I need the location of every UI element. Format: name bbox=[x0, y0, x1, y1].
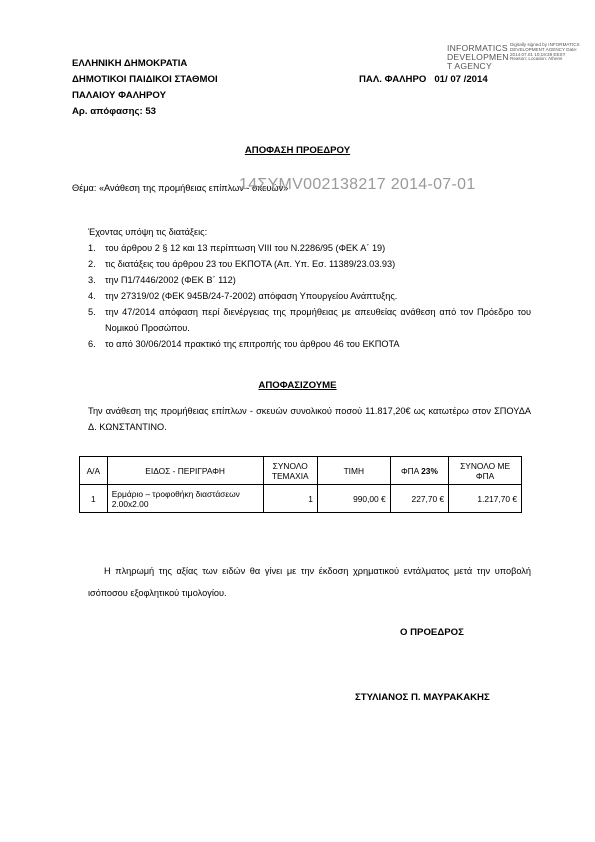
considering-intro: Έχοντας υπόψη τις διατάξεις: bbox=[88, 227, 208, 237]
column-header-total: ΣΥΝΟΛΟ ΜΕ ΦΠΑ bbox=[449, 457, 522, 485]
column-header-aa: Α/Α bbox=[80, 457, 108, 485]
digital-signature-details: Digitally signed by INFORMATICS DEVELOPMENT AGENCY Date: 2014.07.01 10:19:38 EEST Reason: Location: Athens bbox=[510, 42, 580, 62]
column-header-description: ΕΙΔΟΣ - ΠΕΡΙΓΡΑΦΗ bbox=[107, 457, 263, 485]
list-item: 6. το από 30/06/2014 πρακτικό της επιτροπής του άρθρου 46 του ΕΚΠΟΤΑ bbox=[88, 339, 400, 349]
table-row bbox=[80, 485, 522, 513]
list-item: 1. του άρθρου 2 § 12 και 13 περίπτωση VIII του Ν.2286/95 (ΦΕΚ Α΄ 19) bbox=[88, 243, 386, 253]
signer-name: ΣΤΥΛΙΑΝΟΣ Π. ΜΑΥΡΑΚΑΚΗΣ bbox=[355, 692, 490, 703]
decision-text: Την ανάθεση της προμήθειας επίπλων - σκευών συνολικού ποσού 11.817,20€ ως κατωτέρω στον ΣΠΟΥΔΑ Δ. ΚΩΝΣΤΑΝΤΙΝΟ. bbox=[88, 406, 531, 432]
list-item: 5. την 47/2014 απόφαση περί διενέργειας της προμήθειας με απευθείας ανάθεση από τον Πρόεδρο του Νομικού Προσώπου. bbox=[88, 307, 531, 333]
list-item: 2. τις διατάξεις του άρθρου 23 του ΕΚΠΟΤΑ (Απ. Υπ. Εσ. 11389/23.03.93) bbox=[88, 259, 396, 269]
cell-description: Ερμάριο – τροφοθήκη διαστάσεων 2.00x2.00 bbox=[107, 485, 263, 513]
cell-aa: 1 bbox=[80, 485, 108, 513]
cell-quantity: 1 bbox=[263, 485, 317, 513]
column-header-vat: ΦΠΑ 23% bbox=[390, 457, 448, 485]
column-header-quantity: ΣΥΝΟΛΟ ΤΕΜΑΧΙΑ bbox=[263, 457, 317, 485]
provisions-list bbox=[88, 240, 531, 352]
cell-total: 1.217,70 € bbox=[449, 485, 522, 513]
place-date: ΠΑΛ. ΦΑΛΗΡΟ 01/ 07 /2014 bbox=[359, 74, 488, 85]
document-title: ΑΠΟΦΑΣΗ ΠΡΟΕΔΡΟΥ bbox=[244, 145, 351, 156]
decide-heading: ΑΠΟΦΑΣΙΖΟΥΜΕ bbox=[258, 380, 337, 391]
organization-header bbox=[72, 56, 272, 120]
header-line-3: ΠΑΛΑΙΟΥ ΦΑΛΗΡΟΥ bbox=[72, 90, 166, 101]
cell-price: 990,00 € bbox=[317, 485, 390, 513]
signer-title: Ο ΠΡΟΕΔΡΟΣ bbox=[400, 627, 464, 638]
list-item: 4. την 27319/02 (ΦΕΚ 945Β/24-7-2002) απόφαση Υπουργείου Ανάπτυξης. bbox=[88, 291, 398, 301]
list-item: 3. την Π1/7446/2002 (ΦΕΚ Β΄ 112) bbox=[88, 275, 236, 285]
payment-text: Η πληρωμή της αξίας των ειδών θα γίνει με την έκδοση χρηματικού εντάλματος μετά την υποβολή ισόποσου εξοφλητικού τιμολογίου. bbox=[88, 566, 531, 598]
header-line-1: ΕΛΛΗΝΙΚΗ ΔΗΜΟΚΡΑΤΙΑ bbox=[72, 58, 188, 69]
header-line-2: ΔΗΜΟΤΙΚΟΙ ΠΑΙΔΙΚΟΙ ΣΤΑΘΜΟΙ bbox=[72, 74, 218, 85]
subject-line: Θέμα: «Ανάθεση της προμήθειας επίπλων - σκευών» bbox=[72, 183, 289, 193]
column-header-price: ΤΙΜΗ bbox=[317, 457, 390, 485]
ada-stamp: 14ΣΥΜV002138217 2014-07-01 bbox=[239, 176, 476, 193]
table-header-row bbox=[80, 457, 522, 485]
cell-vat: 227,70 € bbox=[390, 485, 448, 513]
digital-signature-org: INFORMATICS DEVELOPMEN T AGENCY bbox=[447, 43, 509, 71]
items-table bbox=[79, 456, 522, 513]
decision-number: Αρ. απόφασης: 53 bbox=[72, 106, 157, 117]
